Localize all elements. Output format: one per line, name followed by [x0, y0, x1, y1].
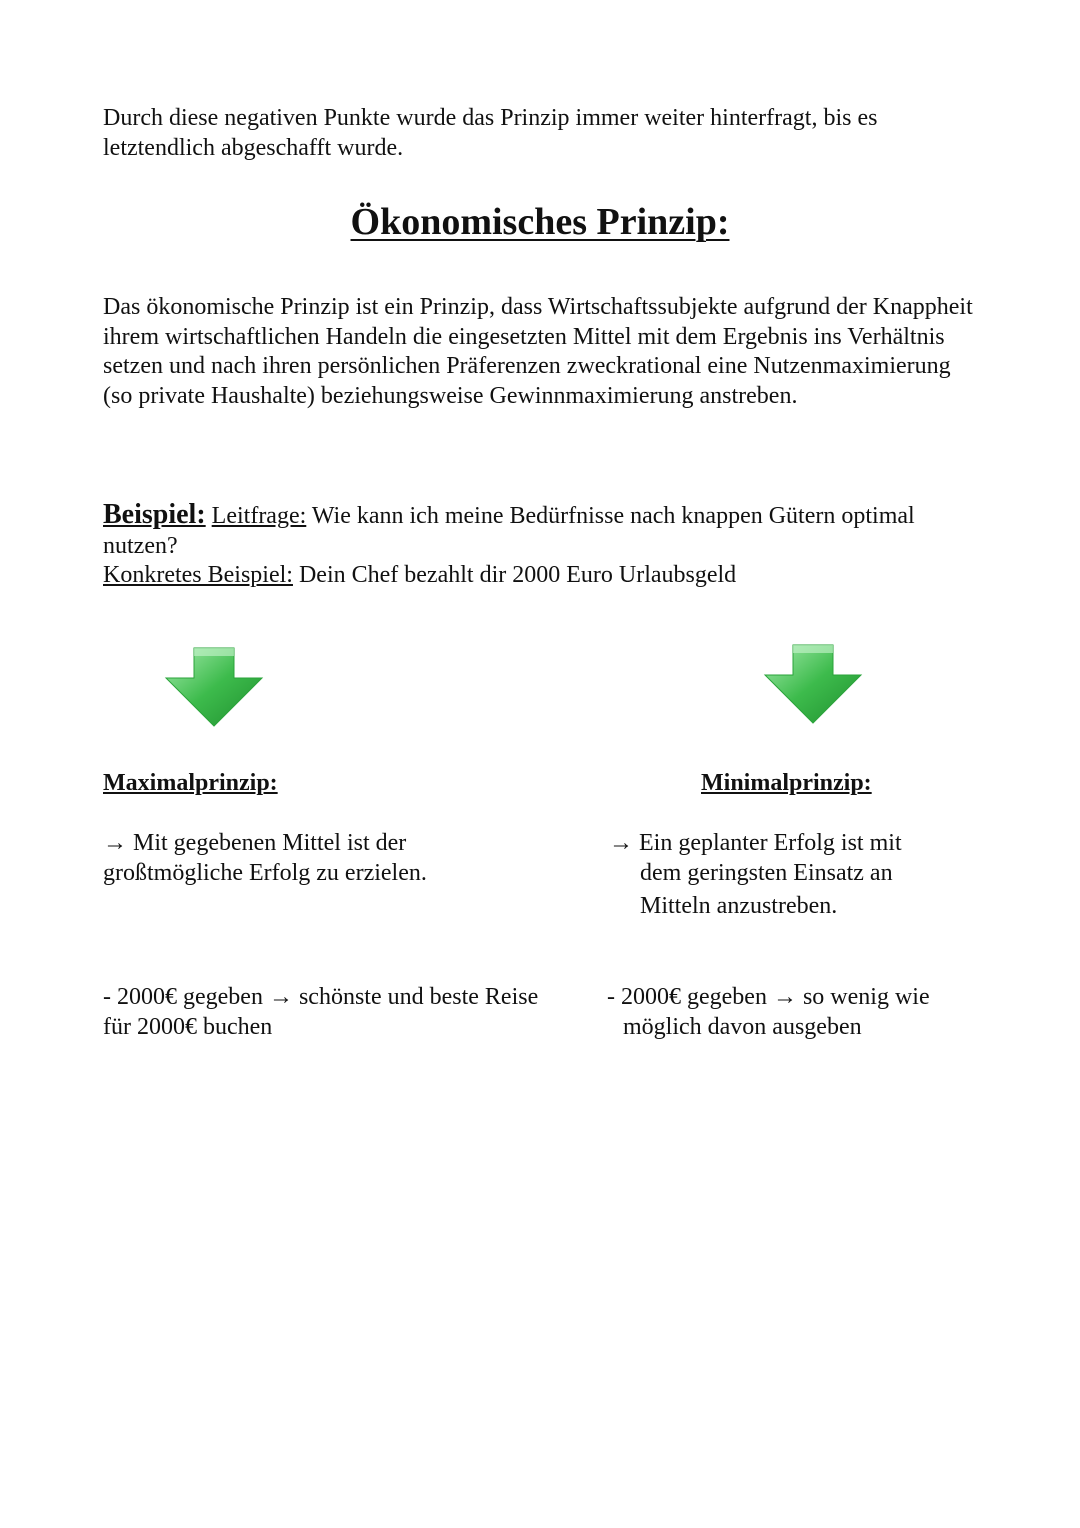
concrete-example-text: Dein Chef bezahlt dir 2000 Euro Urlaubsgeld — [292, 562, 737, 588]
question-text: Wie kann ich meine Bedürfnisse nach knappen Gütern optimal nutzen? — [103, 503, 915, 559]
minimal-desc-line: dem geringsten Einsatz an — [640, 860, 893, 886]
minimal-example-line: - 2000€ gegeben → so wenig wie — [607, 984, 930, 1010]
minimal-desc-line: → Ein geplanter Erfolg ist mit — [609, 830, 902, 856]
example-label: Beispiel: — [103, 499, 206, 530]
intro-paragraph: Durch diese negativen Punkte wurde das Prinzip immer weiter hinterfragt, bis es letztendlich abgeschafft wurde. — [103, 105, 878, 161]
concrete-example-label: Konkretes Beispiel: — [103, 562, 293, 588]
maximal-principle-description: → Mit gegebenen Mittel ist der großtmögliche Erfolg zu erzielen. — [103, 830, 427, 886]
green-down-arrow-icon — [164, 646, 264, 728]
green-down-arrow-icon — [763, 643, 863, 725]
minimal-desc-line: Mitteln anzustreben. — [640, 893, 838, 919]
minimal-principle-description — [609, 828, 969, 921]
maximal-principle-title: Maximalprinzip: — [103, 770, 278, 796]
question-label: Leitfrage: — [211, 503, 307, 529]
minimal-example-line: möglich davon ausgeben — [623, 1014, 862, 1040]
minimal-principle-title: Minimalprinzip: — [701, 770, 872, 796]
example-paragraph — [103, 500, 983, 591]
definition-paragraph: Das ökonomische Prinzip ist ein Prinzip, dass Wirtschaftssubjekte aufgrund der Knappheit ihrem wirtschaftlichen Handeln die eingesetzten Mittel mit dem Ergebnis ins Verhältnis setzen und nach ihren persönlichen Präferenzen zweckrational eine Nutzenmaximierung (so private Haushalte) beziehungsweise Gewinnmaximierung anstreben. — [103, 294, 973, 409]
page-title: Ökonomisches Prinzip: — [350, 201, 730, 243]
maximal-principle-example: - 2000€ gegeben → schönste und beste Reise für 2000€ buchen — [103, 984, 539, 1040]
minimal-principle-example — [607, 982, 987, 1042]
